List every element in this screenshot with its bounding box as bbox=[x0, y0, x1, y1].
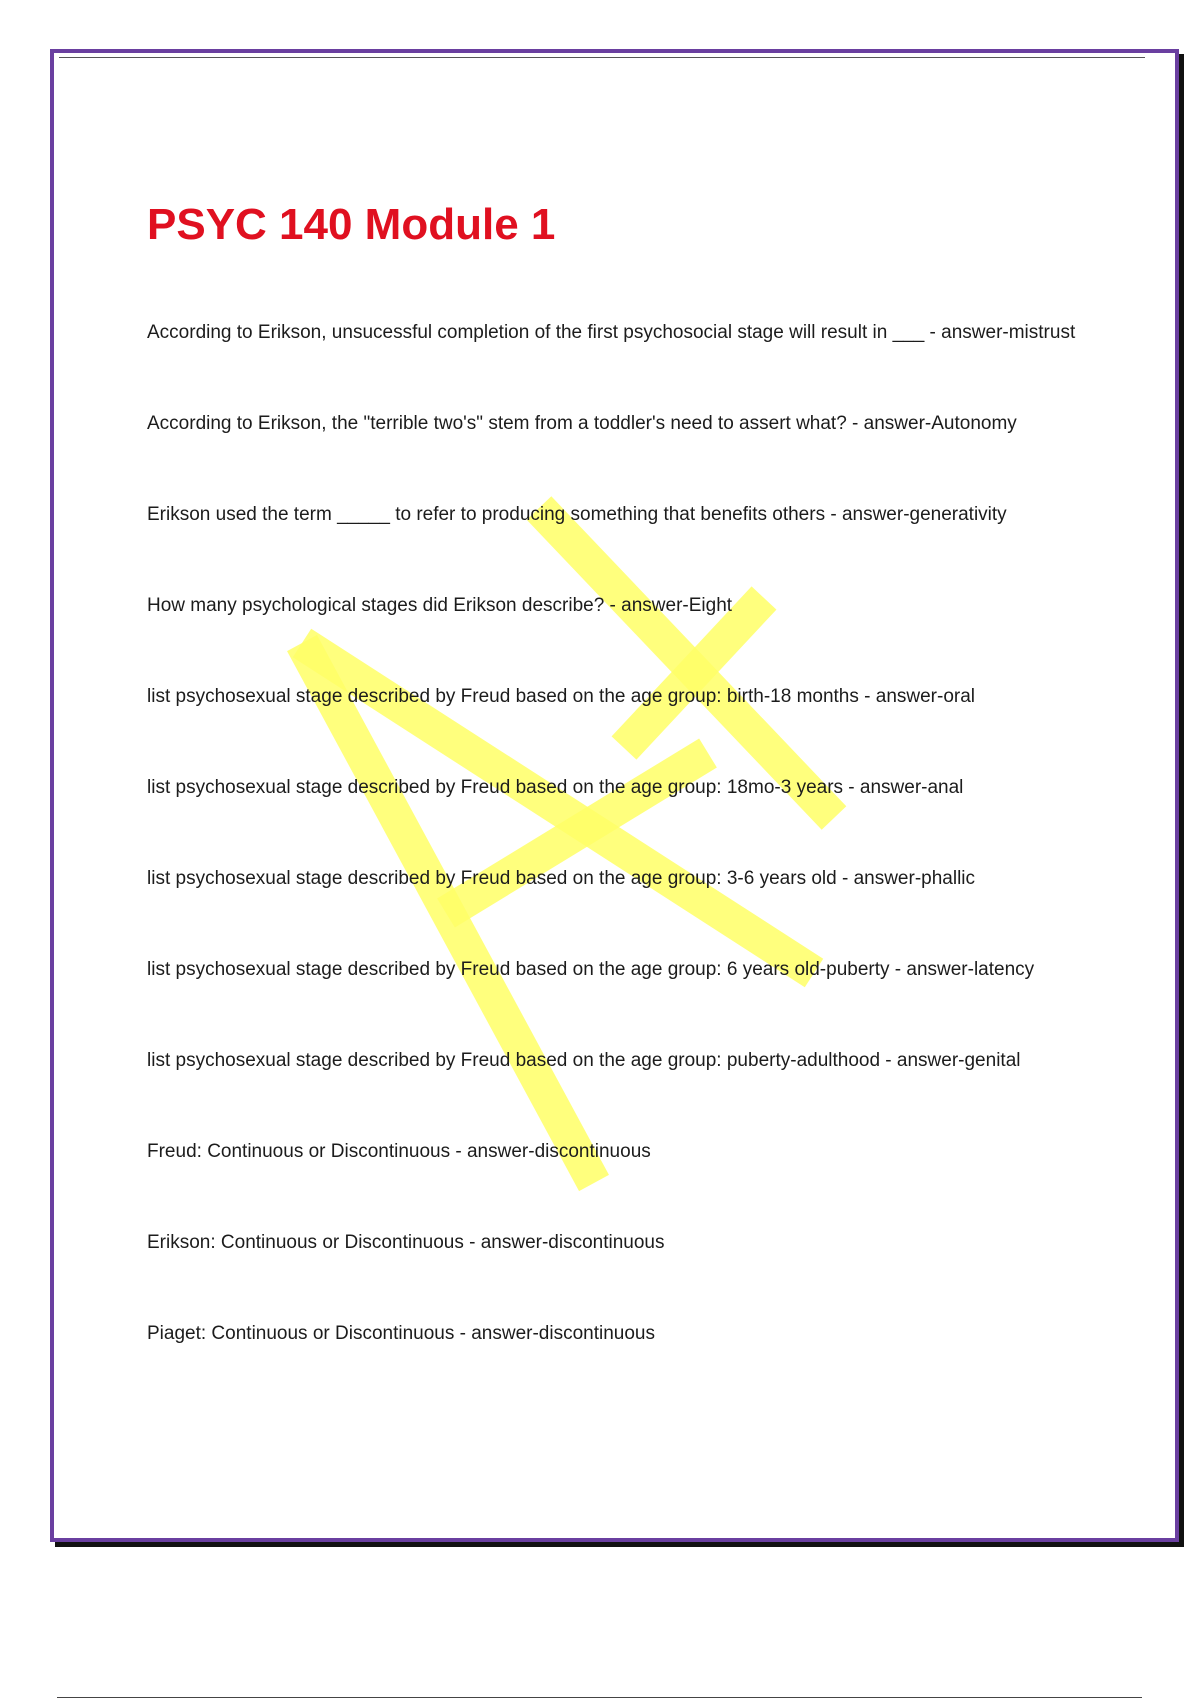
document-page bbox=[50, 49, 1179, 1542]
qa-item: Freud: Continuous or Discontinuous - answer-discontinuous bbox=[147, 1141, 651, 1162]
top-divider bbox=[59, 57, 1145, 58]
qa-item: list psychosexual stage described by Freud based on the age group: 6 years old-puberty - answer-latency bbox=[147, 959, 1035, 980]
qa-item: Piaget: Continuous or Discontinuous - answer-discontinuous bbox=[147, 1323, 655, 1344]
bottom-divider bbox=[57, 1697, 1142, 1698]
qa-item: Erikson: Continuous or Discontinuous - answer-discontinuous bbox=[147, 1232, 665, 1253]
qa-item: How many psychological stages did Erikson describe? - answer-Eight bbox=[147, 595, 733, 616]
qa-item: According to Erikson, unsucessful completion of the first psychosocial stage will result in ___ - answer-mistrust bbox=[147, 322, 1076, 343]
qa-list bbox=[147, 318, 1137, 1410]
qa-item: list psychosexual stage described by Freud based on the age group: 3-6 years old - answer-phallic bbox=[147, 868, 976, 889]
qa-item: According to Erikson, the "terrible two's" stem from a toddler's need to assert what? - answer-Autonomy bbox=[147, 413, 1017, 434]
qa-item: list psychosexual stage described by Freud based on the age group: puberty-adulthood - answer-genital bbox=[147, 1050, 1021, 1071]
qa-item: list psychosexual stage described by Freud based on the age group: 18mo-3 years - answer-anal bbox=[147, 777, 964, 798]
page-title: PSYC 140 Module 1 bbox=[147, 200, 556, 249]
qa-item: list psychosexual stage described by Freud based on the age group: birth-18 months - answer-oral bbox=[147, 686, 976, 707]
qa-item: Erikson used the term _____ to refer to producing something that benefits others - answer-generativity bbox=[147, 504, 1007, 525]
